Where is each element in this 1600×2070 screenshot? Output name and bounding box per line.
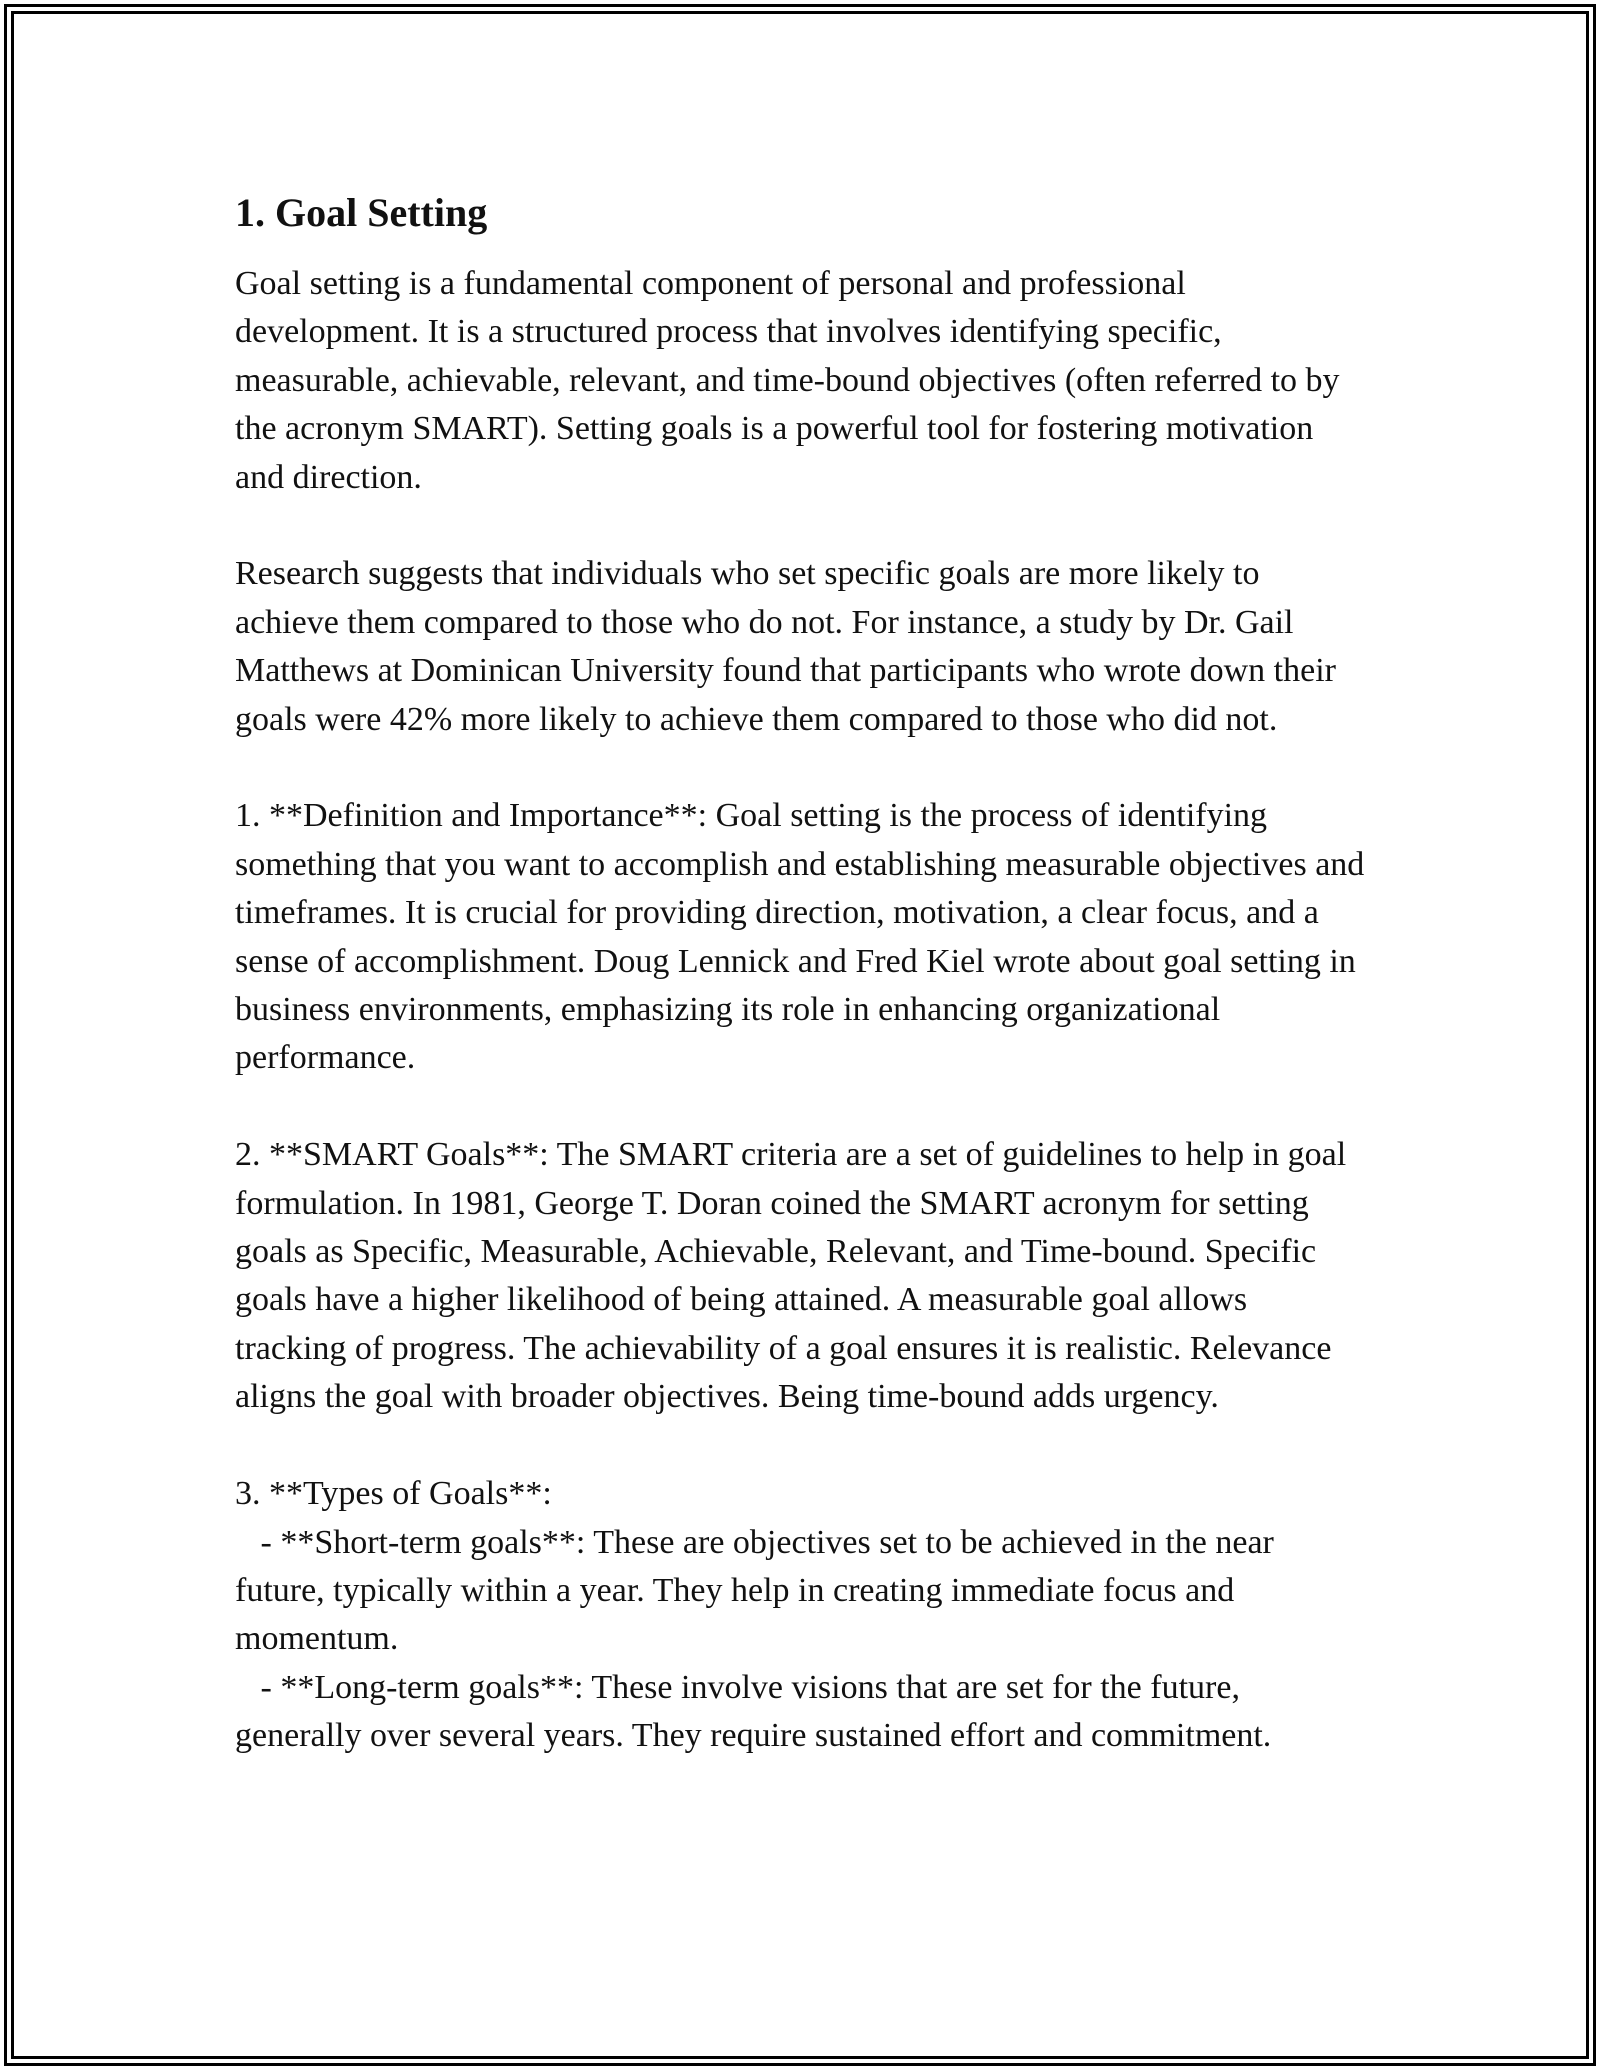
paragraph-smart-goals: 2. **SMART Goals**: The SMART criteria are a set of guidelines to help in goal formulation. In 1981, George T. Doran coined the SMART acronym for setting goals as Specific, Measurable, Achievable, Relevant, and Time-bound. Specific goals have a higher likelihood of being attained. A measurable goal allows tracking of progress. The achievability of a goal ensures it is realistic. Relevance aligns the goal with broader objectives. Being time-bound adds urgency.: [235, 1136, 1355, 1416]
paragraph-research: Research suggests that individuals who set specific goals are more likely to achieve them compared to those who do not. For instance, a study by Dr. Gail Matthews at Dominican University found that participants who wrote down their goals were 42% more likely to achieve them compared to those who did not.: [235, 555, 1345, 738]
paragraph-types-of-goals: 3. **Types of Goals**: - **Short-term goals**: These are objectives set to be achieved in the near future, typically within a year. They help in creating immediate focus and momentum. - **Long-term goals**: These involve visions that are set for the future, generally over several years. They require sustained effort and commitment.: [235, 1475, 1274, 1755]
document-body: [235, 186, 1373, 1761]
paragraph-definition: 1. **Definition and Importance**: Goal setting is the process of identifying something that you want to accomplish and establishing measurable objectives and timeframes. It is crucial for providing direction, motivation, a clear focus, and a sense of accomplishment. Doug Lennick and Fred Kiel wrote about goal setting in business environments, emphasizing its role in enhancing organizational performance.: [235, 797, 1373, 1077]
paragraph-intro: Goal setting is a fundamental component of personal and professional development. It is a structured process that involves identifying specific, measurable, achievable, relevant, and time-bound objectives (often referred to by the acronym SMART). Setting goals is a powerful tool for fostering motivation and direction.: [235, 265, 1349, 496]
section-heading: 1. Goal Setting: [235, 190, 488, 235]
